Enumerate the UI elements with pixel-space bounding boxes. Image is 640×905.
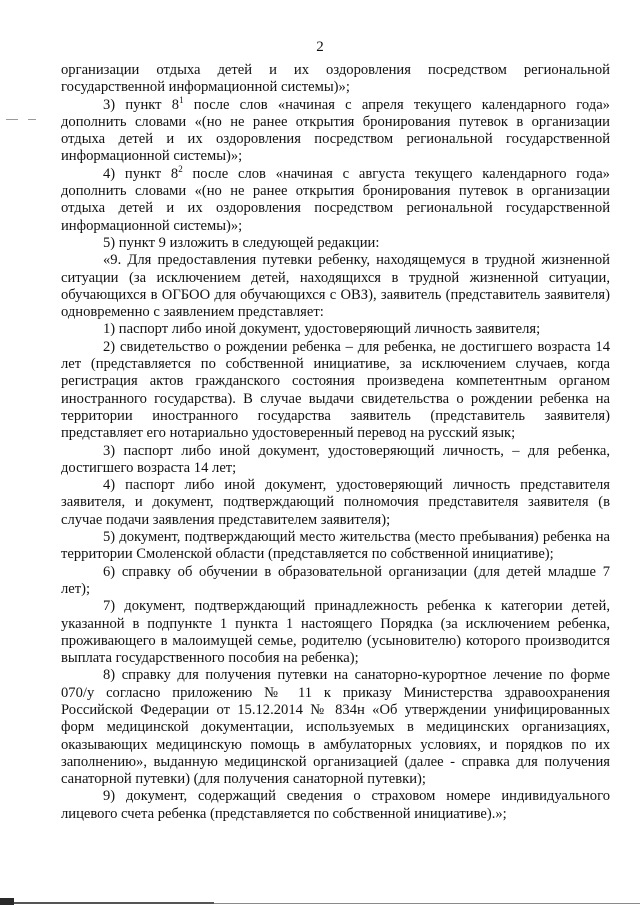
paragraph-continuation: организации отдыха детей и их оздоровления посредством региональной государственной информационной системы)»; [61,62,610,96]
scan-mark [214,903,640,904]
list-item-1: 1) паспорт либо иной документ, удостоверяющий личность заявителя; [103,321,541,338]
superscript: 2 [178,163,183,174]
document-body [61,62,610,823]
paragraph-item-3 [61,94,610,166]
paragraph-text: 3) пункт 8 [103,96,180,113]
scan-mark [0,898,14,905]
list-item-8: 8) справку для получения путевки на санаторно-курортное лечение по форме 070/у согласно приложению № 11 к приказу Министерства здравоохранения Российской Федерации от 15.12.2014 № 834н «Об утверждении унифицированных форм медицинской документации, используемых в медицинских организациях, оказывающих медицинскую помощь в амбулаторных условиях, и порядков по их заполнению», выданную медицинской организацией (далее - справка для получения санаторной путевки) (для получения санаторной путевки); [61,667,610,788]
paragraph-text: после слов «начиная с августа текущего календарного года» дополнить словами «(но не ранее открытия бронирования путевок в организации отдыха детей и их оздоровления посредством региональной государственной информационной системы)»; [61,165,610,234]
page-number: 2 [316,39,324,55]
list-item-6: 6) справку об обучении в образовательной организации (для детей младше 7 лет); [61,563,610,597]
list-item-7: 7) документ, подтверждающий принадлежность ребенка к категории детей, указанной в подпункте 1 пункта 1 настоящего Порядка (за исключением ребенка, проживающего в малоимущей семье, родителю (усыновителю) которого производится выплата государственного пособия на ребенка); [61,598,610,667]
list-item-4: 4) паспорт либо иной документ, удостоверяющий личность представителя заявителя, и документ, подтверждающий полномочия представителя заявителя (в случае подачи заявления представителем заявителя); [61,477,610,528]
list-item-9: 9) документ, содержащий сведения о страховом номере индивидуального лицевого счета ребенка (представляется по собственной инициативе).»; [61,788,610,822]
scan-mark [14,902,214,904]
paragraph-item-5: 5) пункт 9 изложить в следующей редакции: [103,234,380,251]
margin-mark [6,119,18,120]
paragraph-clause-9: «9. Для предоставления путевки ребенку, находящемуся в трудной жизненной ситуации (за исключением детей, находящихся в трудной жизненной ситуации, обучающихся в ОГБОО для обучающихся с ОВЗ), заявитель (представитель заявителя) одновременно с заявлением представляет: [61,252,610,321]
list-item-5: 5) документ, подтверждающий место жительства (место пребывания) ребенка на территории Смоленской области (представляется по собственной инициативе); [61,529,610,563]
superscript: 1 [179,94,184,105]
paragraph-text: после слов «начиная с апреля текущего календарного года» дополнить словами «(но не ранее открытия бронирования путевок в организации отдыха детей и их оздоровления посредством региональной государственной информационной системы)»; [61,96,610,165]
margin-mark [28,119,36,120]
paragraph-item-4 [61,163,610,235]
list-item-3: 3) паспорт либо иной документ, удостоверяющий личность, – для ребенка, достигшего возраста 14 лет; [61,442,610,476]
list-item-2: 2) свидетельство о рождении ребенка – для ребенка, не достигшего возраста 14 лет (представляется по собственной инициативе, за исключением случаев, когда регистрация актов гражданского состояния произведена компетентным органом иностранного государства). В случае выдачи свидетельства о рождении ребенка на территории иностранного государства заявитель (представитель заявителя) представляет его нотариально удостоверенный перевод на русский язык; [61,338,610,442]
paragraph-text: 4) пункт 8 [103,165,179,182]
scan-edge-artifact [0,893,640,905]
